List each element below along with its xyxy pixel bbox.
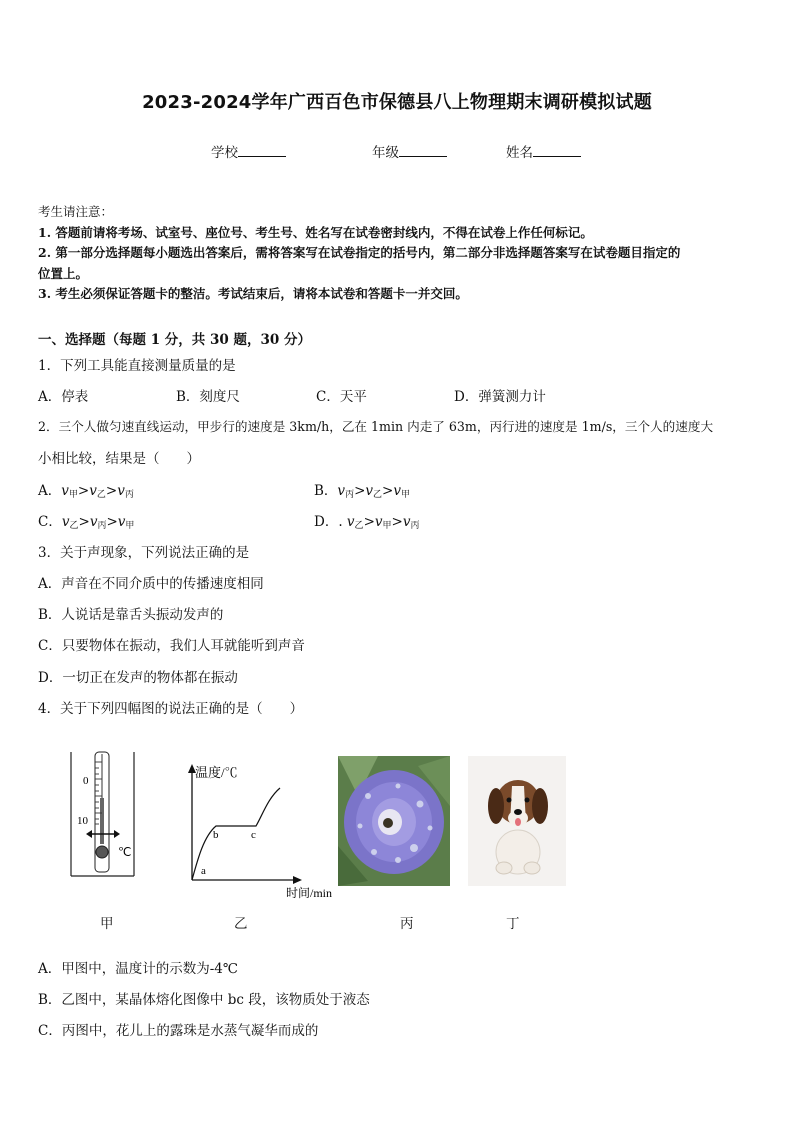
- gt-sign: >: [354, 483, 366, 499]
- dog-photo: [468, 756, 566, 886]
- gt-sign: >: [382, 483, 394, 499]
- q1-option-c: C．天平: [316, 389, 367, 405]
- q1-option-d: D．弹簧测力计: [454, 389, 546, 405]
- notice-item-2-cont: 位置上。: [38, 265, 89, 281]
- sub-bing: 丙: [124, 490, 134, 500]
- v-symbol: v: [117, 514, 126, 530]
- notice-block: [38, 202, 680, 305]
- q2-c-prefix: C．: [38, 514, 62, 530]
- sub-yi: 乙: [96, 490, 106, 500]
- q4-stem: 4．关于下列四幅图的说法正确的是（ ）: [38, 701, 304, 717]
- q4-option-b: B．乙图中，某晶体熔化图像中 bc 段，该物质处于液态: [38, 992, 370, 1008]
- q3-option-a: A．声音在不同介质中的传播速度相同: [38, 576, 264, 592]
- graph-ylabel: 温度/℃: [195, 765, 238, 780]
- label-bing: 丙: [400, 916, 414, 932]
- gt-sign: >: [106, 514, 118, 530]
- v-symbol: v: [402, 514, 411, 530]
- v-symbol: v: [89, 483, 97, 499]
- thermo-tick-10: 10: [77, 815, 88, 827]
- v-symbol: v: [365, 483, 374, 499]
- v-symbol: v: [89, 514, 98, 530]
- thermometer-figure: [62, 748, 152, 888]
- v-symbol: v: [374, 514, 383, 530]
- sub-jia: 甲: [401, 490, 411, 500]
- v-symbol: v: [61, 483, 69, 499]
- v-symbol: v: [117, 483, 125, 499]
- name-blank: [533, 144, 581, 157]
- notice-item-1: 1. 答题前请将考场、试室号、座位号、考生号、姓名写在试卷密封线内，不得在试卷上作任何标记。: [38, 224, 593, 240]
- school-label: 学校: [211, 145, 238, 161]
- gt-sign: >: [105, 483, 118, 499]
- sub-bing: 丙: [345, 490, 355, 500]
- notice-item-3: 3. 考生必须保证答题卡的整洁。考试结束后，请将本试卷和答题卡一并交回。: [38, 286, 468, 301]
- flower-dew-photo: [338, 756, 450, 886]
- grade-label: 年级: [372, 145, 399, 161]
- v-symbol: v: [61, 514, 70, 530]
- label-jia: 甲: [100, 916, 114, 932]
- name-field: [506, 141, 581, 161]
- grade-blank: [399, 144, 447, 157]
- v-symbol: v: [393, 483, 401, 499]
- point-c: c: [251, 829, 256, 841]
- notice-heading: 考生请注意：: [38, 204, 114, 219]
- thermo-tick-0: 0: [83, 775, 89, 787]
- gt-sign: >: [391, 514, 403, 530]
- q2-option-c: [38, 510, 134, 531]
- v-symbol: v: [337, 483, 346, 499]
- q1-option-a: A．停表: [38, 389, 89, 405]
- exam-title: 2023-2024学年广西百色市保德县八上物理期末调研模拟试题: [142, 92, 652, 113]
- sub-bing: 丙: [410, 521, 420, 531]
- q3-option-c: C．只要物体在振动，我们人耳就能听到声音: [38, 638, 305, 654]
- q3-option-d: D．一切正在发声的物体都在振动: [38, 670, 238, 686]
- q2-option-d: [314, 510, 420, 531]
- q3-stem: 3．关于声现象，下列说法正确的是: [38, 545, 250, 561]
- sub-yi: 乙: [69, 521, 79, 531]
- point-a: a: [201, 865, 206, 877]
- school-blank: [238, 144, 286, 157]
- q2-d-prefix: D．.: [314, 514, 347, 530]
- sub-bing: 丙: [97, 521, 107, 531]
- gt-sign: >: [78, 514, 90, 530]
- q2-stem-line2: 小相比较，结果是（ ）: [38, 451, 200, 467]
- sub-yi: 乙: [373, 490, 383, 500]
- school-field: [211, 141, 286, 161]
- q2-stem-line1: 2．三个人做匀速直线运动，甲步行的速度是 3km/h，乙在 1min 内走了 63m，丙行进的速度是 1m/s，三个人的速度大: [38, 419, 714, 434]
- q4-option-a: A．甲图中，温度计的示数为-4℃: [38, 961, 239, 977]
- q1-option-b: B．刻度尺: [176, 389, 240, 405]
- section-heading: 一、选择题（每题 1 分，共 30 题，30 分）: [38, 332, 311, 348]
- gt-sign: >: [77, 483, 90, 499]
- sub-yi: 乙: [354, 521, 364, 531]
- q1-stem: 1．下列工具能直接测量质量的是: [38, 358, 236, 374]
- sub-jia: 甲: [68, 490, 78, 500]
- point-b: b: [213, 829, 219, 841]
- thermo-unit: ℃: [118, 845, 132, 859]
- v-symbol: v: [346, 514, 355, 530]
- notice-item-2: 2. 第一部分选择题每小题选出答案后，需将答案写在试卷指定的括号内，第二部分非选择题答案写在试卷题目指定的: [38, 245, 681, 260]
- gt-sign: >: [363, 514, 375, 530]
- melting-graph: [184, 758, 346, 900]
- q2-a-prefix: A．: [38, 483, 62, 499]
- q2-option-b: [314, 479, 410, 500]
- graph-xlabel: 时间/min: [286, 886, 333, 900]
- q2-option-a: [38, 479, 134, 500]
- sub-jia: 甲: [382, 521, 392, 531]
- q4-option-c: C．丙图中，花儿上的露珠是水蒸气凝华而成的: [38, 1023, 319, 1039]
- q3-option-b: B．人说话是靠舌头振动发声的: [38, 607, 224, 623]
- label-yi: 乙: [234, 916, 248, 932]
- name-label: 姓名: [506, 145, 533, 161]
- grade-field: [372, 141, 447, 161]
- q2-b-prefix: B．: [314, 483, 338, 499]
- label-ding: 丁: [506, 916, 520, 932]
- sub-jia: 甲: [125, 521, 135, 531]
